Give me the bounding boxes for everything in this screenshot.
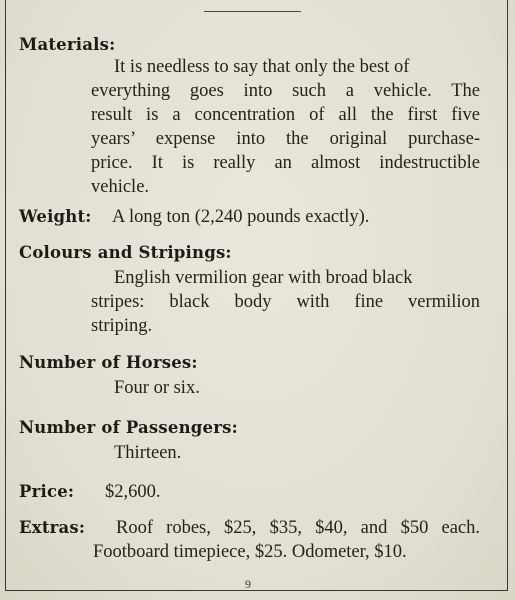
materials-line-2: everything goes into such a vehicle. The [91,81,480,101]
horses-heading: Number of Horses: [19,353,198,372]
price-heading: Price: [19,482,75,501]
weight-heading: Weight: [19,207,92,226]
materials-heading: Materials: [19,35,116,54]
price-text: $2,600. [105,482,161,502]
extras-heading: Extras: [19,518,86,537]
passengers-heading: Number of Passengers: [19,418,238,437]
weight-text: A long ton (2,240 pounds exactly). [112,207,370,227]
materials-line-5: price. It is really an almost indestructible [91,153,480,173]
materials-line-6: vehicle. [91,177,150,197]
colours-line-3: striping. [91,316,153,336]
materials-line-4: years’ expense into the original purchase- [91,129,480,149]
colours-heading: Colours and Stripings: [19,243,232,262]
top-rule [204,11,301,12]
extras-line-1: Roof robes, $25, $35, $40, and $50 each. [116,518,480,538]
materials-line-1: It is needless to say that only the best of [114,57,410,77]
page-number: 9 [245,577,251,591]
horses-text: Four or six. [114,378,200,398]
passengers-text: Thirteen. [114,443,182,463]
colours-line-1: English vermilion gear with broad black [114,268,413,288]
materials-line-3: result is a concentration of all the first five [91,105,480,125]
colours-line-2: stripes: black body with fine vermilion [91,292,480,312]
extras-line-2: Footboard timepiece, $25. Odometer, $10. [93,542,407,562]
